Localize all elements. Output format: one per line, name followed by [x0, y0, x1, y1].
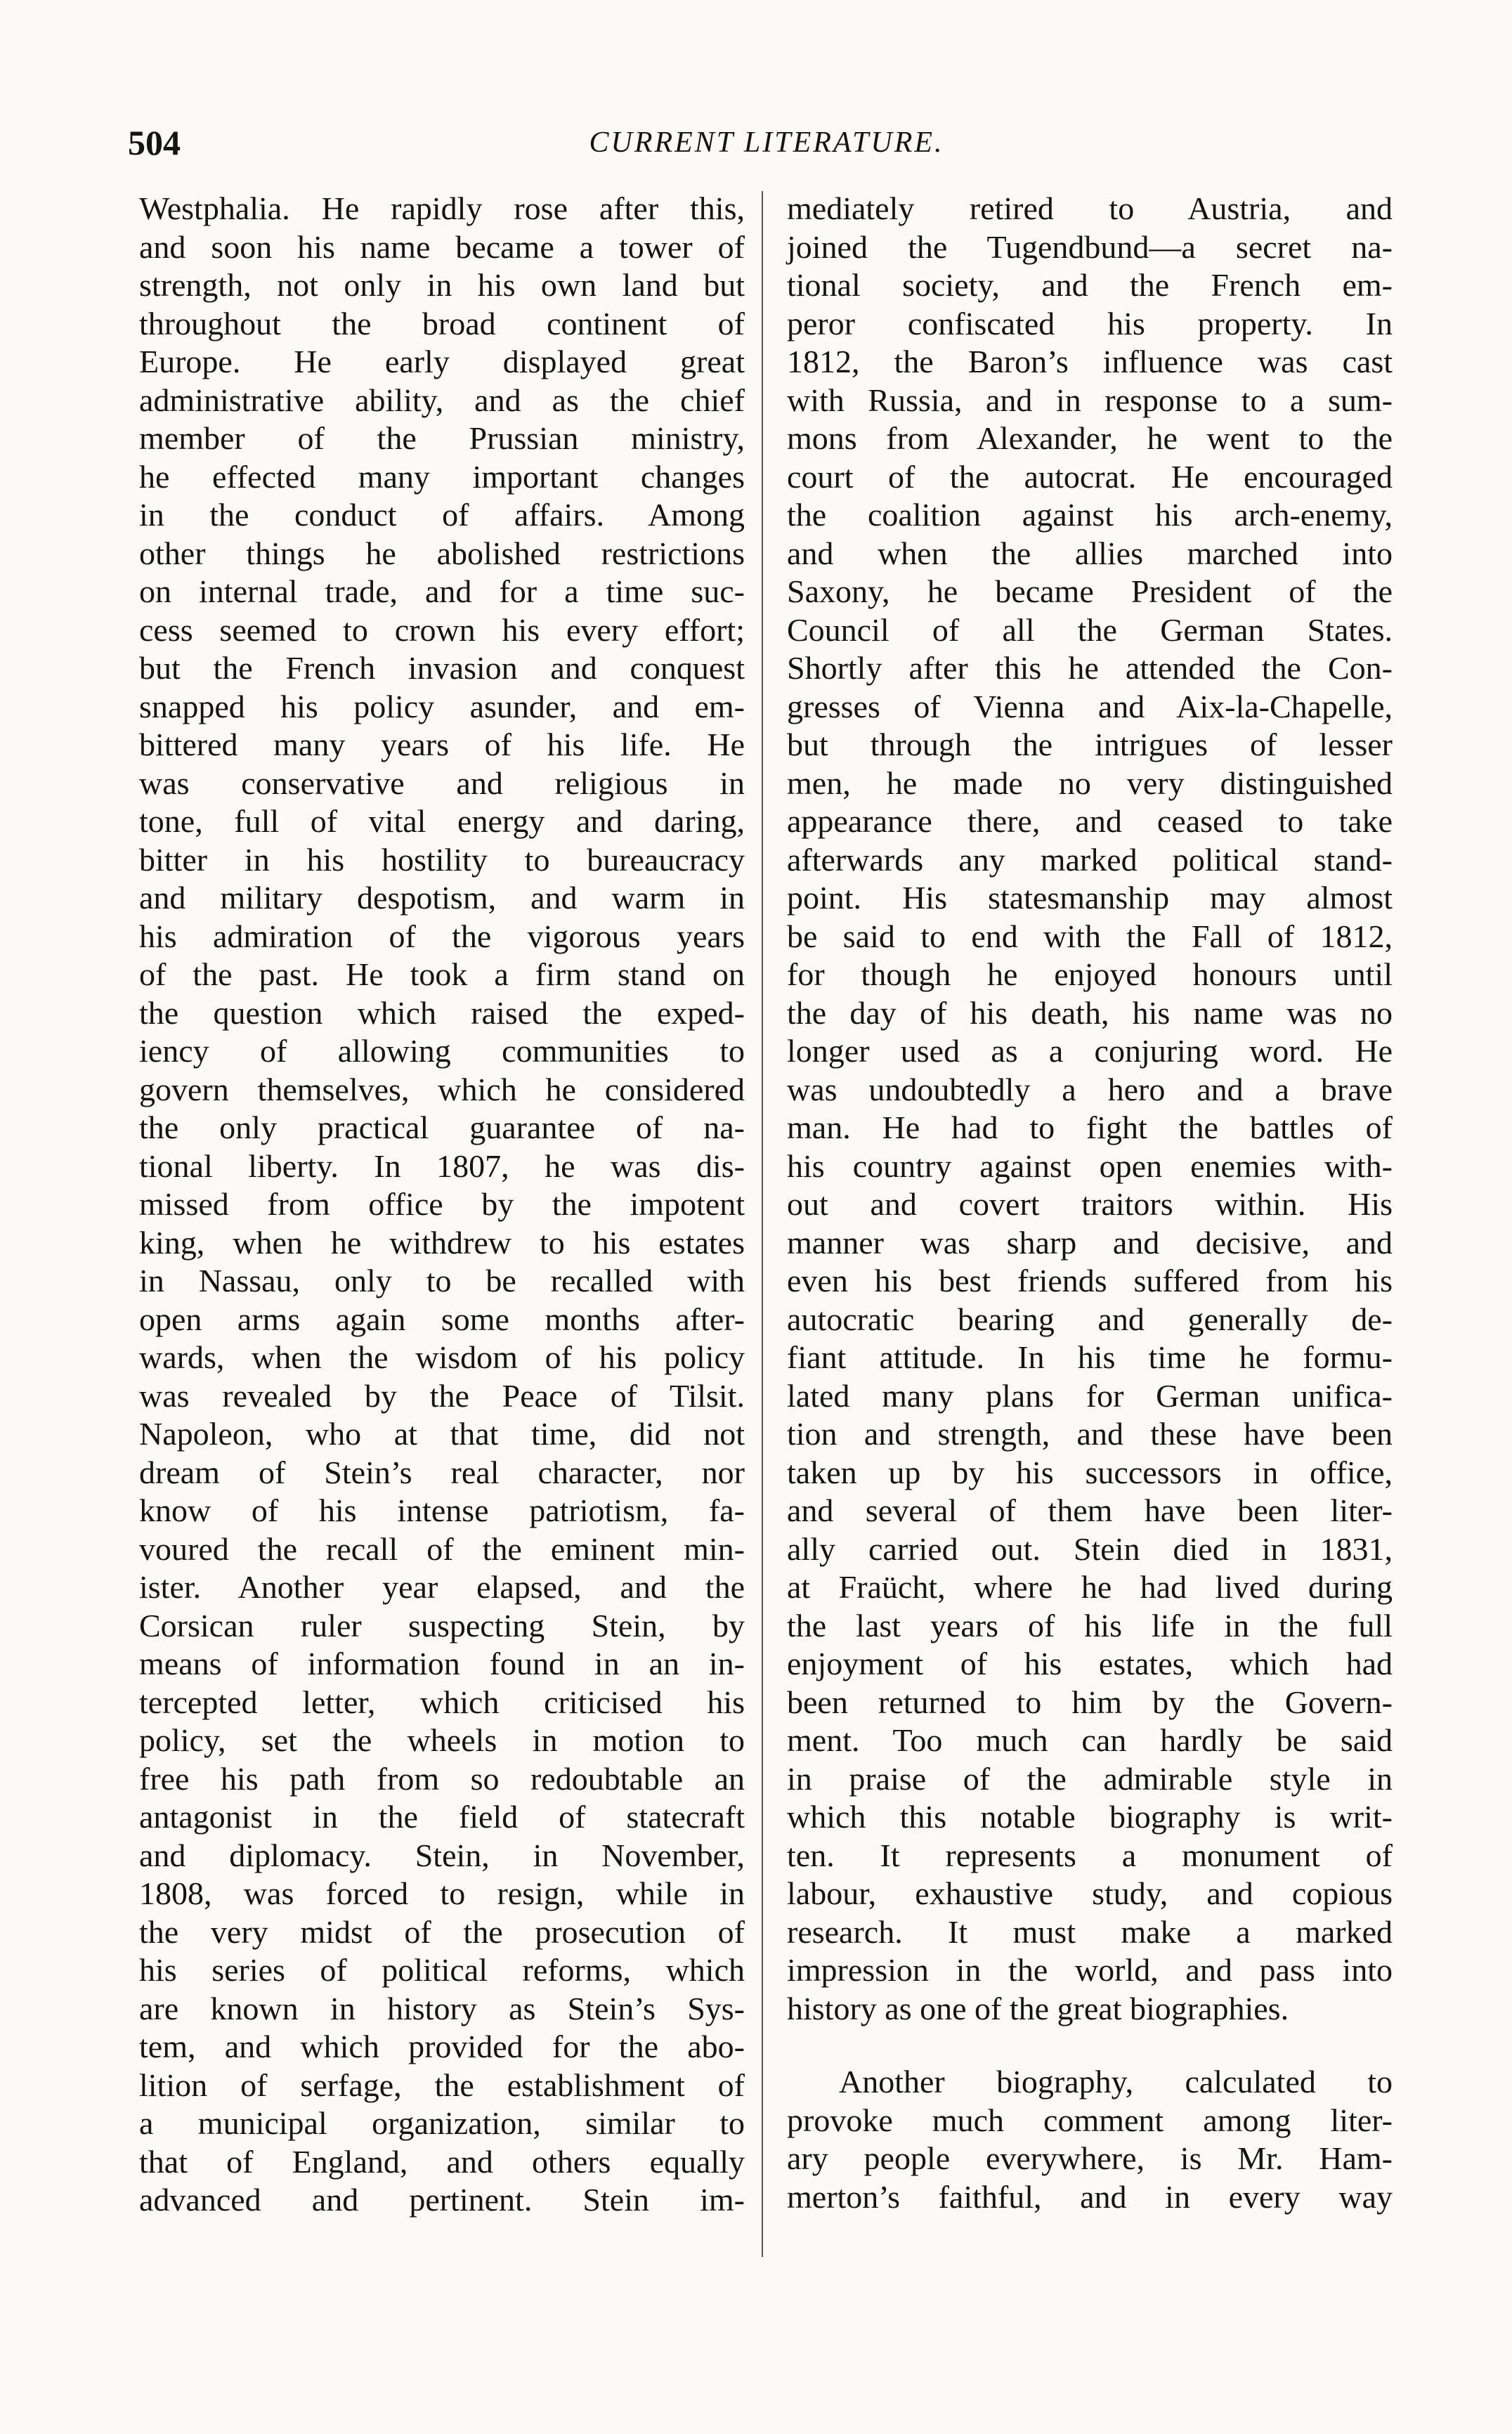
- text-line: mons from Alexander, he went to the: [787, 420, 1393, 456]
- text-line: voured the recall of the eminent min-: [139, 1530, 745, 1567]
- text-line: member of the Prussian ministry,: [139, 420, 745, 456]
- text-line: labour, exhaustive study, and copious: [787, 1875, 1393, 1911]
- text-line: appearance there, and ceased to take: [787, 803, 1393, 839]
- text-line: afterwards any marked political stand-: [787, 841, 1393, 878]
- text-line: Corsican ruler suspecting Stein, by: [139, 1607, 745, 1644]
- text-line: know of his intense patriotism, fa-: [139, 1492, 745, 1528]
- text-line: advanced and pertinent. Stein im-: [139, 2182, 745, 2218]
- text-line: on internal trade, and for a time suc-: [139, 573, 745, 609]
- text-line: are known in history as Stein’s Sys-: [139, 1990, 745, 2026]
- text-line: his admiration of the vigorous years: [139, 918, 745, 954]
- text-line: cess seemed to crown his every effort;: [139, 611, 745, 648]
- text-line: king, when he withdrew to his estates: [139, 1224, 745, 1261]
- left-column: [139, 190, 745, 2220]
- text-line: ally carried out. Stein died in 1831,: [787, 1530, 1393, 1567]
- text-line: but the French invasion and conquest: [139, 650, 745, 686]
- text-line: was conservative and religious in: [139, 764, 745, 801]
- text-line: 1812, the Baron’s influence was cast: [787, 344, 1393, 379]
- text-line: peror confiscated his property. In: [787, 305, 1393, 341]
- text-line: even his best friends suffered from his: [787, 1263, 1393, 1299]
- text-line: out and covert traitors within. His: [787, 1186, 1393, 1222]
- text-line: snapped his policy asunder, and em-: [139, 688, 745, 724]
- page-number: 504: [128, 123, 181, 162]
- text-line: open arms again some months after-: [139, 1301, 745, 1337]
- text-line: and several of them have been liter-: [787, 1492, 1393, 1528]
- text-line: ment. Too much can hardly be said: [787, 1722, 1393, 1758]
- text-line: bittered many years of his life. He: [139, 727, 745, 762]
- text-line: longer used as a conjuring word. He: [787, 1033, 1393, 1069]
- text-line: history as one of the great biographies.: [787, 1990, 1289, 2026]
- text-line: in the conduct of affairs. Among: [139, 497, 745, 533]
- text-line: policy, set the wheels in motion to: [139, 1722, 745, 1758]
- text-line: point. His statesmanship may almost: [787, 880, 1393, 916]
- text-line: which this notable biography is writ-: [787, 1799, 1393, 1835]
- text-line: impression in the world, and pass into: [787, 1952, 1393, 1988]
- text-line: for though he enjoyed honours until: [787, 956, 1393, 992]
- text-line: that of England, and others equally: [139, 2143, 745, 2180]
- text-line: fiant attitude. In his time he formu-: [787, 1339, 1393, 1375]
- text-line: and military despotism, and warm in: [139, 880, 745, 916]
- text-line: tone, full of vital energy and daring,: [139, 803, 745, 839]
- running-title: CURRENT LITERATURE.: [589, 126, 944, 159]
- text-line: bitter in his hostility to bureaucracy: [139, 841, 745, 878]
- text-line: tion and strength, and these have been: [787, 1416, 1393, 1452]
- text-line: lition of serfage, the establishment of: [139, 2067, 745, 2103]
- text-line: tercepted letter, which criticised his: [139, 1684, 745, 1720]
- text-line: in praise of the admirable style in: [787, 1760, 1393, 1797]
- text-line: other things he abolished restrictions: [139, 535, 745, 571]
- text-line: the question which raised the exped-: [139, 994, 745, 1031]
- text-line: joined the Tugendbund—a secret na-: [787, 228, 1393, 265]
- text-line: of the past. He took a firm stand on: [139, 956, 745, 992]
- text-line: enjoyment of his estates, which had: [787, 1646, 1393, 1681]
- right-paragraph-2: [787, 2063, 1393, 2216]
- text-line: man. He had to fight the battles of: [787, 1109, 1393, 1145]
- text-line: be said to end with the Fall of 1812,: [787, 918, 1393, 954]
- text-line: was undoubtedly a hero and a brave: [787, 1071, 1393, 1107]
- text-line: research. It must make a marked: [787, 1913, 1393, 1950]
- text-line: and soon his name became a tower of: [139, 228, 745, 265]
- text-line: and when the allies marched into: [787, 535, 1393, 571]
- text-line: in Nassau, only to be recalled with: [139, 1263, 745, 1299]
- text-line: Europe. He early displayed great: [139, 344, 745, 379]
- text-line: Napoleon, who at that time, did not: [139, 1416, 745, 1452]
- text-line: autocratic bearing and generally de-: [787, 1301, 1393, 1337]
- text-line: Another biography, calculated to: [839, 2064, 1393, 2100]
- text-line: he effected many important changes: [139, 458, 745, 495]
- text-line: taken up by his successors in office,: [787, 1454, 1393, 1490]
- text-line: wards, when the wisdom of his policy: [139, 1339, 745, 1375]
- text-line: tem, and which provided for the abo-: [139, 2029, 745, 2064]
- text-line: ister. Another year elapsed, and the: [139, 1569, 745, 1605]
- text-line: tional society, and the French em-: [787, 267, 1393, 303]
- text-line: free his path from so redoubtable an: [139, 1760, 745, 1797]
- text-line: men, he made no very distinguished: [787, 764, 1393, 801]
- text-line: gresses of Vienna and Aix-la-Chapelle,: [787, 688, 1393, 724]
- text-line: manner was sharp and decisive, and: [787, 1224, 1393, 1261]
- text-line: 1808, was forced to resign, while in: [139, 1875, 745, 1911]
- text-line: Shortly after this he attended the Con-: [787, 650, 1393, 686]
- text-line: Saxony, he became President of the: [787, 573, 1393, 609]
- text-line: mediately retired to Austria, and: [787, 190, 1393, 226]
- right-column: [787, 190, 1393, 2216]
- text-line: means of information found in an in-: [139, 1646, 745, 1681]
- text-line: the last years of his life in the full: [787, 1607, 1393, 1644]
- text-line: and diplomacy. Stein, in November,: [139, 1837, 745, 1873]
- text-line: court of the autocrat. He encouraged: [787, 458, 1393, 495]
- text-line: strength, not only in his own land but: [139, 267, 745, 303]
- text-line: ten. It represents a monument of: [787, 1837, 1393, 1873]
- text-line: merton’s faithful, and in every way: [787, 2178, 1393, 2215]
- text-line: Westphalia. He rapidly rose after this,: [139, 190, 745, 226]
- text-line: was revealed by the Peace of Tilsit.: [139, 1377, 745, 1414]
- text-line: ary people everywhere, is Mr. Ham-: [787, 2140, 1393, 2176]
- right-paragraph-1: [787, 190, 1393, 2028]
- text-line: with Russia, and in response to a sum-: [787, 382, 1393, 418]
- text-line: the very midst of the prosecution of: [139, 1913, 745, 1950]
- text-line: Council of all the German States.: [787, 611, 1393, 648]
- text-line: antagonist in the field of statecraft: [139, 1799, 745, 1835]
- column-divider: [762, 191, 763, 2257]
- text-line: the day of his death, his name was no: [787, 994, 1393, 1031]
- text-line: missed from office by the impotent: [139, 1186, 745, 1222]
- paragraph-gap: [787, 2028, 1393, 2063]
- text-line: the only practical guarantee of na-: [139, 1109, 745, 1145]
- text-line: govern themselves, which he considered: [139, 1071, 745, 1107]
- text-line: dream of Stein’s real character, nor: [139, 1454, 745, 1490]
- text-line: tional liberty. In 1807, he was dis-: [139, 1147, 745, 1184]
- text-line: the coalition against his arch-enemy,: [787, 497, 1393, 533]
- text-line: been returned to him by the Govern-: [787, 1684, 1393, 1720]
- text-line: at Fraücht, where he had lived during: [787, 1569, 1393, 1605]
- text-line: administrative ability, and as the chief: [139, 382, 745, 418]
- text-line: lated many plans for German unifica-: [787, 1377, 1393, 1414]
- text-line: but through the intrigues of lesser: [787, 727, 1393, 762]
- page-header: [128, 118, 1405, 167]
- text-line: iency of allowing communities to: [139, 1033, 745, 1069]
- text-line: his country against open enemies with-: [787, 1147, 1393, 1184]
- text-line: a municipal organization, similar to: [139, 2105, 745, 2141]
- text-line: provoke much comment among liter-: [787, 2102, 1393, 2138]
- text-line: his series of political reforms, which: [139, 1952, 745, 1988]
- text-line: throughout the broad continent of: [139, 305, 745, 341]
